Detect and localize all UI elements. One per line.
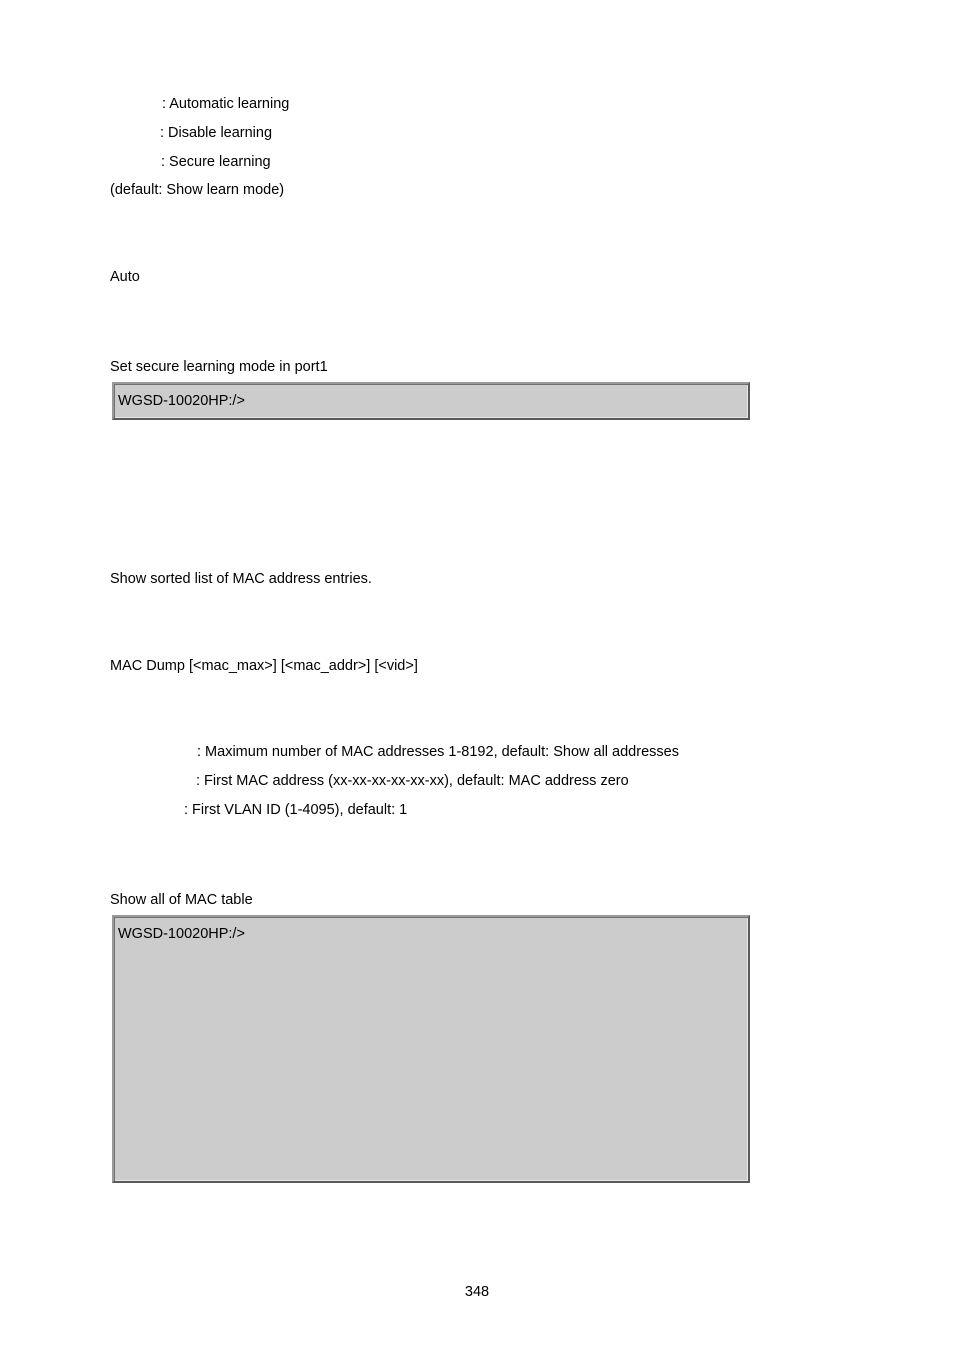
learn-default-value: Auto [110,269,140,285]
mac-dump-example-console [112,915,750,1183]
learn-example-console [112,382,750,420]
learn-option-automatic: : Automatic learning [162,96,290,112]
learn-option-secure: : Secure learning [161,154,271,170]
param-mac-addr: : First MAC address (xx-xx-xx-xx-xx-xx), default: MAC address zero [196,773,629,789]
page-number: 348 [464,1284,490,1300]
mac-dump-description: Show sorted list of MAC address entries. [110,571,372,587]
learn-option-disable: : Disable learning [160,125,273,141]
console-prompt: WGSD-10020HP:/> [118,926,245,942]
console-prompt: WGSD-10020HP:/> [118,393,245,409]
param-vid: : First VLAN ID (1-4095), default: 1 [184,802,408,818]
learn-example-description: Set secure learning mode in port1 [110,359,328,375]
mac-dump-syntax: MAC Dump [<mac_max>] [<mac_addr>] [<vid>] [110,658,418,674]
learn-default-note: (default: Show learn mode) [110,182,285,198]
param-mac-max: : Maximum number of MAC addresses 1-8192, default: Show all addresses [197,744,679,760]
mac-dump-example-description: Show all of MAC table [110,892,253,908]
